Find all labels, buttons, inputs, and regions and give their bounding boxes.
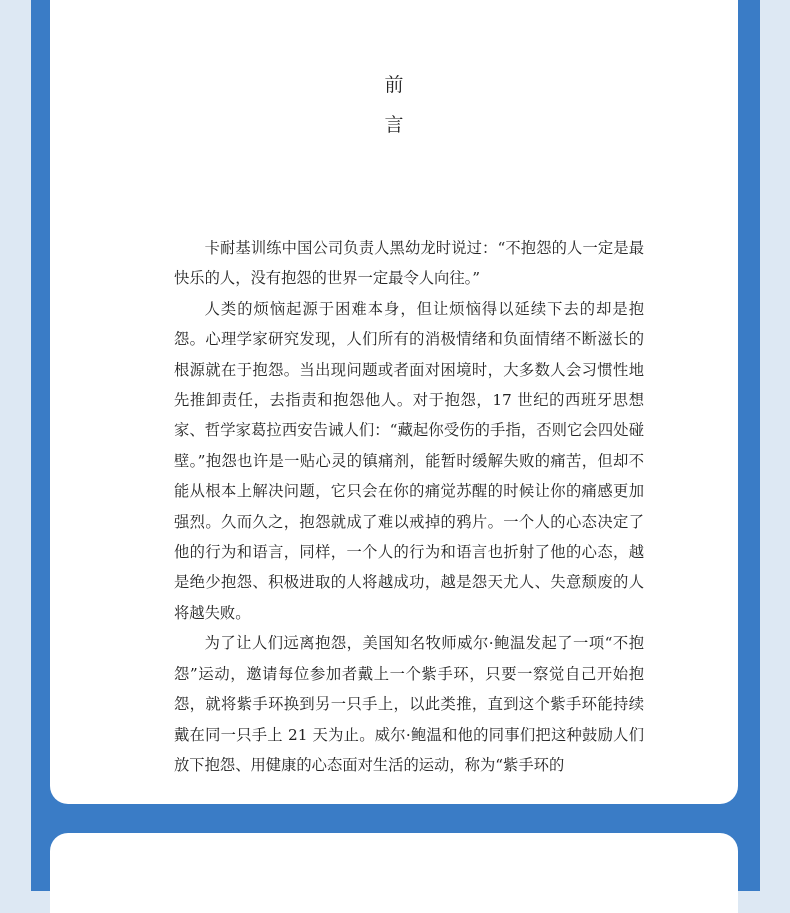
paragraph-1: 卡耐基训练中国公司负责人黑幼龙时说过：“不抱怨的人一定是最快乐的人，没有抱怨的世界一定最令人向往。” <box>174 239 644 288</box>
next-document-page <box>50 833 738 913</box>
preface-body <box>174 233 644 780</box>
preface-title-char-2: 言 <box>384 114 404 136</box>
paragraph-2: 人类的烦恼起源于困难本身，但让烦恼得以延续下去的却是抱怨。心理学家研究发现，人们所有的消极情绪和负面情绪不断滋长的根源就在于抱怨。当出现问题或者面对困境时，大多数人会习惯性地先推卸责任，去指责和抱怨他人。对于抱怨，17 世纪的西班牙思想家、哲学家葛拉西安告诫人们：“藏起你受伤的手指，否则它会四处碰壁。”抱怨也许是一贴心灵的镇痛剂，能暂时缓解失败的痛苦，但却不能从根本上解决问题，它只会在你的痛觉苏醒的时候让你的痛感更加强烈。久而久之，抱怨就成了难以戒掉的鸦片。一个人的心态决定了他的行为和语言，同样，一个人的行为和语言也折射了他的心态，越是绝少抱怨、积极进取的人将越成功，越是怨天尤人、失意颓废的人将越失败。 <box>174 299 644 622</box>
preface-title-char-1: 前 <box>384 74 404 96</box>
paragraph-3: 为了让人们远离抱怨，美国知名牧师威尔·鲍温发起了一项“不抱怨”运动，邀请每位参加者戴上一个紫手环，只要一察觉自己开始抱怨，就将紫手环换到另一只手上，以此类推，直到这个紫手环能持续戴在同一只手上 21 天为止。威尔·鲍温和他的同事们把这种鼓励人们放下抱怨、用健康的心态面对生活的运动，称为“紫手环的 <box>174 634 644 774</box>
